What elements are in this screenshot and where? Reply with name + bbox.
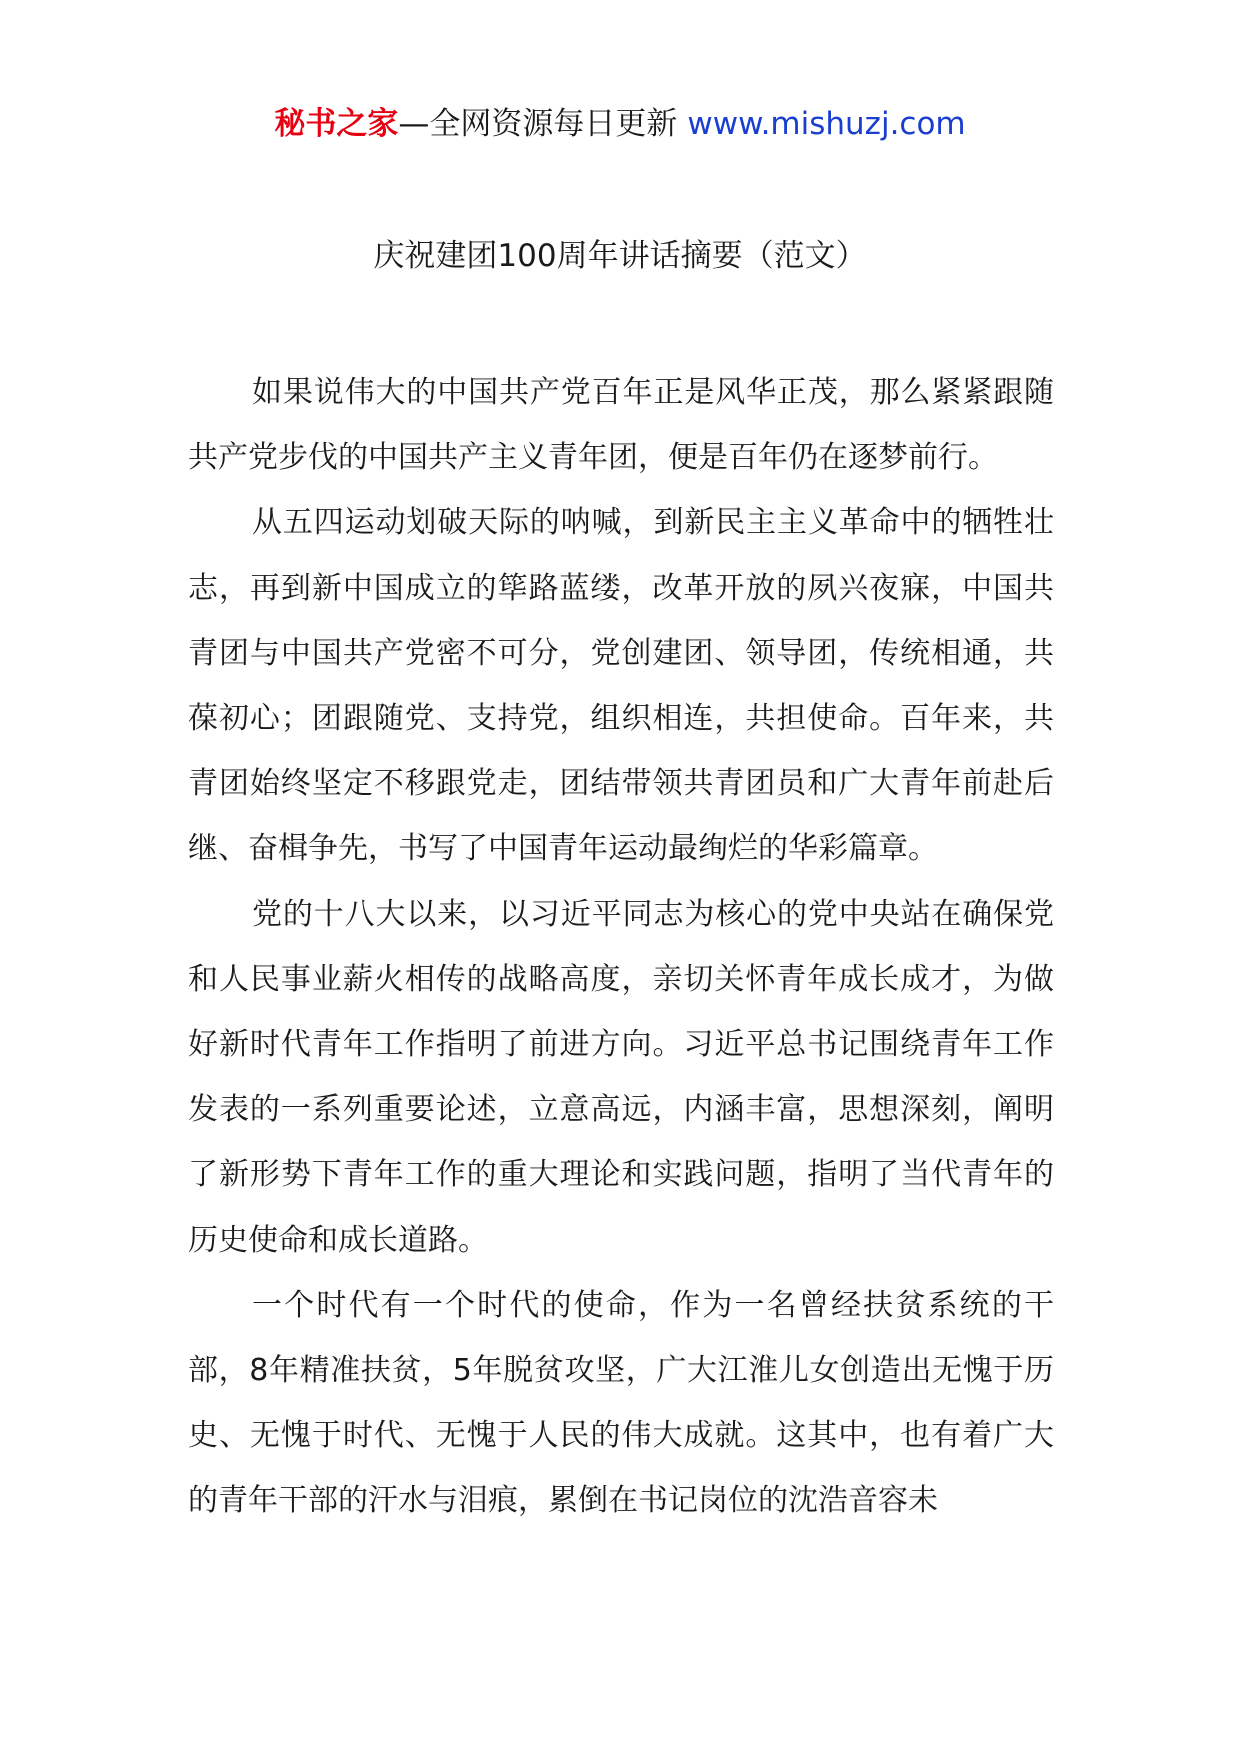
- site-url-link[interactable]: www.mishuzj.com: [687, 106, 966, 142]
- document-title: 庆祝建团100周年讲话摘要（范文）: [373, 238, 867, 274]
- site-brand: 秘书之家: [274, 106, 399, 142]
- body-paragraph: 从五四运动划破天际的呐喊，到新民主主义革命中的牺牲壮志，再到新中国成立的筚路蓝缕，改革开放的夙兴夜寐，中国共青团与中国共产党密不可分，党创建团、领导团，传统相通，共葆初心；团跟随党、支持党，组织相连，共担使命。百年来，共青团始终坚定不移跟党走，团结带领共青团员和广大青年前赴后继、奋楫争先，书写了中国青年运动最绚烂的华彩篇章。: [188, 505, 1054, 867]
- site-header: [0, 104, 1240, 144]
- body-paragraph: 如果说伟大的中国共产党百年正是风华正茂，那么紧紧跟随共产党步伐的中国共产主义青年团，便是百年仍在逐梦前行。: [188, 375, 1054, 476]
- document-body: [188, 360, 1054, 1534]
- site-tagline: —全网资源每日更新: [398, 106, 678, 142]
- body-paragraph: 党的十八大以来，以习近平同志为核心的党中央站在确保党和人民事业薪火相传的战略高度，亲切关怀青年成长成才，为做好新时代青年工作指明了前进方向。习近平总书记围绕青年工作发表的一系列重要论述，立意高远，内涵丰富，思想深刻，阐明了新形势下青年工作的重大理论和实践问题，指明了当代青年的历史使命和成长道路。: [188, 896, 1054, 1258]
- body-paragraph: 一个时代有一个时代的使命，作为一名曾经扶贫系统的干部，8年精准扶贫，5年脱贫攻坚，广大江淮儿女创造出无愧于历史、无愧于时代、无愧于人民的伟大成就。这其中，也有着广大的青年干部的汗水与泪痕，累倒在书记岗位的沈浩音容未: [188, 1287, 1054, 1519]
